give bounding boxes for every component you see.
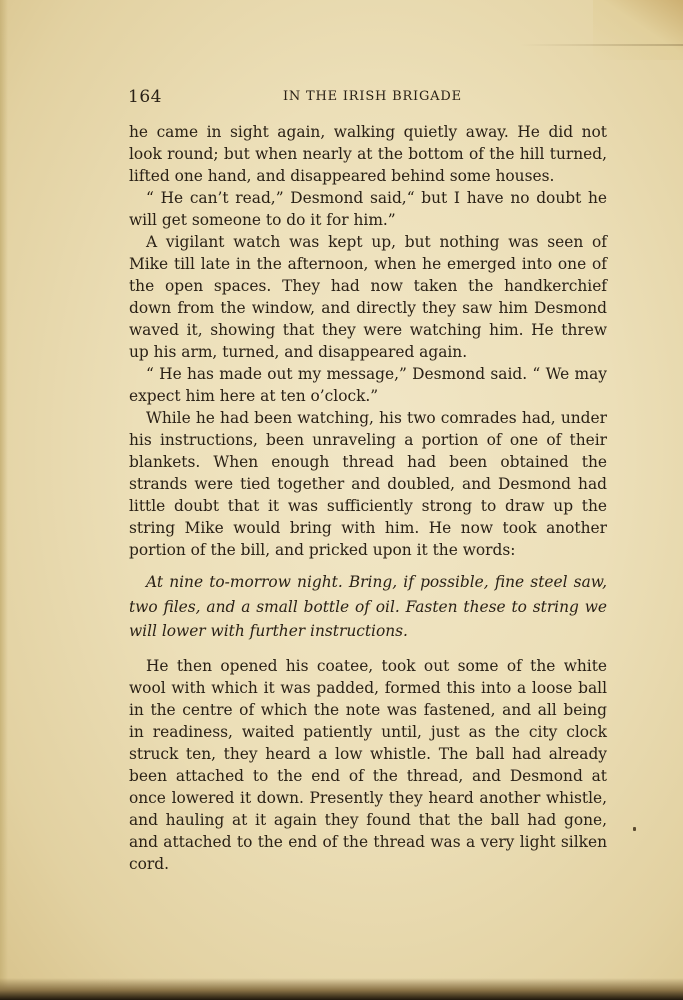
page-top-rule	[520, 44, 683, 46]
ink-speck	[633, 827, 636, 831]
page-bottom-shadow	[0, 978, 683, 1000]
page-number: 164	[128, 87, 162, 107]
page-left-edge	[0, 0, 8, 1000]
paragraph: he came in sight again, walking quietly away. He did not look round; but when nearly at the bottom of the hill turned, lifted one hand, and disappeared behind some houses.	[129, 123, 607, 185]
pricked-message: At nine to-morrow night. Bring, if possible, fine steel saw, two files, and a small bottle of oil. Fasten these to string we will lower with further instructions.	[129, 573, 607, 640]
paragraph: He then opened his coatee, took out some of the white wool with which it was padded, formed this into a loose ball in the centre of which the note was fastened, and all being in readiness, waited patiently until, just as the city clock struck ten, they heard a low whistle. The ball had already been attached to the end of the thread, and Desmond at once lowered it down. Presently they heard another whistle, and hauling at it again they found that the ball had gone, and attached to the end of the thread was a very light silken cord.	[129, 656, 607, 873]
running-title: IN THE IRISH BRIGADE	[283, 89, 462, 104]
page-header	[128, 87, 608, 107]
paragraph: “ He can’t read,” Desmond said,“ but I have no doubt he will get someone to do it for him.”	[129, 189, 607, 229]
paragraph: While he had been watching, his two comrades had, under his instructions, been unraveling a portion of one of their blankets. When enough thread had been obtained the strands were tied together and doubled, and Desmond had little doubt that it was sufficiently strong to draw up the string Mike would bring with him. He now took another portion of the bill, and pricked upon it the words:	[129, 409, 607, 559]
paragraph: “ He has made out my message,” Desmond said. “ We may expect him here at ten o’clock.”	[129, 365, 607, 405]
paragraph: A vigilant watch was kept up, but nothing was seen of Mike till late in the afternoon, when he emerged into one of the open spaces. They had now taken the handkerchief down from the window, and directly they saw him Desmond waved it, showing that they were watching him. He threw up his arm, turned, and disappeared again.	[129, 233, 607, 361]
body-text	[129, 121, 607, 875]
page-corner-shade	[593, 0, 683, 60]
